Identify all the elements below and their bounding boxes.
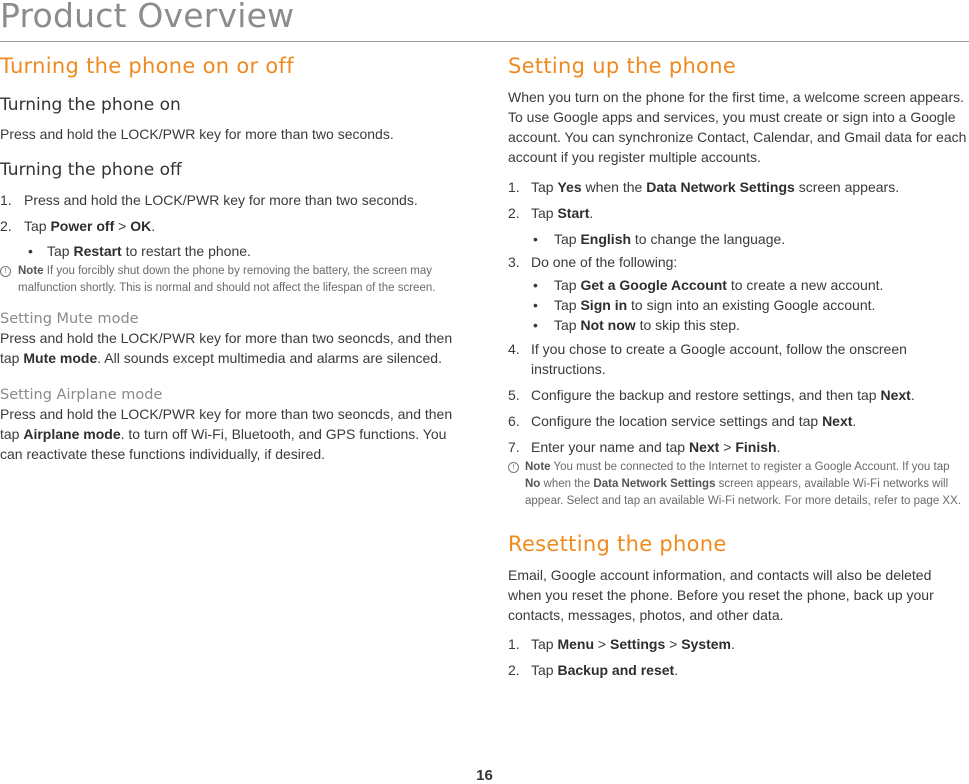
left-column xyxy=(0,52,462,464)
get-google-account-label: Get a Google Account xyxy=(580,277,727,293)
separator: > xyxy=(594,636,610,652)
subsection-title-airplane: Setting Airplane mode xyxy=(0,387,163,403)
punctuation: . xyxy=(910,387,915,403)
restart-label: Restart xyxy=(73,243,122,259)
step-text: If you chose to create a Google account, follow the onscreen instructions. xyxy=(531,341,907,377)
setup-bullet-not-now xyxy=(508,315,968,335)
page-title: Product Overview xyxy=(0,0,295,35)
mute-text: Press and hold the LOCK/PWR key for more than two seoncds, and then tap xyxy=(0,330,453,366)
step-number: 4. xyxy=(508,341,520,357)
off-bullet-restart xyxy=(0,241,462,261)
step-text: Enter your name and tap xyxy=(531,439,689,455)
bullet-text-rest: to create a new account. xyxy=(726,277,884,293)
mute-mode-label: Mute mode xyxy=(23,350,98,366)
step-number: 2. xyxy=(508,205,520,221)
bullet-text-rest: to restart the phone. xyxy=(121,243,251,259)
setup-step-6 xyxy=(508,411,968,431)
settings-label: Settings xyxy=(610,636,666,652)
reset-step-2 xyxy=(508,660,968,680)
step-text: Do one of the following: xyxy=(531,254,678,270)
off-step-1 xyxy=(0,190,462,210)
setup-bullet-english xyxy=(508,229,968,249)
step-text: Press and hold the LOCK/PWR key for more than two seconds. xyxy=(24,192,418,208)
bullet-dot: • xyxy=(533,231,538,247)
step-number: 2. xyxy=(508,662,520,678)
airplane-text: Press and hold the LOCK/PWR key for more than two seoncds, and then tap xyxy=(0,406,453,442)
separator: > xyxy=(665,636,682,652)
info-icon: ! xyxy=(508,462,519,473)
airplane-mode-label: Airplane mode xyxy=(23,426,121,442)
step-text: Configure the location service settings and tap xyxy=(531,413,823,429)
note-text-2: when the xyxy=(540,478,594,490)
section-title-setup: Setting up the phone xyxy=(508,54,737,78)
subsection-title-off: Turning the phone off xyxy=(0,160,182,180)
data-network-settings-label: Data Network Settings xyxy=(593,478,716,490)
setup-step-2 xyxy=(508,203,968,223)
punctuation: . xyxy=(776,439,781,455)
setup-bullet-sign-in xyxy=(508,295,968,315)
step-text: Tap xyxy=(531,205,558,221)
step-text: Tap xyxy=(531,636,558,652)
setup-bullet-get-account xyxy=(508,275,968,295)
not-now-label: Not now xyxy=(580,317,636,333)
setup-step-5 xyxy=(508,385,968,405)
sign-in-label: Sign in xyxy=(580,297,628,313)
on-instructions: Press and hold the LOCK/PWR key for more than two seconds. xyxy=(0,126,394,142)
next-label: Next xyxy=(880,387,911,403)
no-label: No xyxy=(525,478,541,490)
step-text: Configure the backup and restore settings, and then tap xyxy=(531,387,881,403)
bullet-text-rest: to change the language. xyxy=(631,231,786,247)
step-number: 1. xyxy=(0,192,12,208)
reset-step-1 xyxy=(508,634,968,654)
power-off-label: Power off xyxy=(50,218,115,234)
subsection-title-mute: Setting Mute mode xyxy=(0,311,139,327)
step-number: 3. xyxy=(508,254,520,270)
next-label: Next xyxy=(822,413,853,429)
english-label: English xyxy=(580,231,632,247)
note-text: If you forcibly shut down the phone by removing the battery, the screen may malfunction shortly. This is normal and should not affect the lifespan of the screen. xyxy=(18,265,436,294)
step-number: 1. xyxy=(508,636,520,652)
step-text: Tap xyxy=(531,179,558,195)
mute-instructions xyxy=(0,328,462,368)
step-number: 1. xyxy=(508,179,520,195)
subsection-title-on: Turning the phone on xyxy=(0,95,181,115)
title-divider xyxy=(0,41,969,42)
airplane-instructions xyxy=(0,404,462,464)
setup-step-3 xyxy=(508,252,968,272)
start-label: Start xyxy=(557,205,590,221)
step-text: Tap xyxy=(531,662,558,678)
step-number: 2. xyxy=(0,218,12,234)
punctuation: . xyxy=(852,413,857,429)
setup-intro: When you turn on the phone for the first time, a welcome screen appears. To use Google apps and services, you must create or sign into a Google account. You can synchronize Contact, Calendar, and Gmail data for each account if you register multiple accounts. xyxy=(508,89,967,165)
bullet-text: Tap xyxy=(554,277,581,293)
info-icon: ! xyxy=(0,266,11,277)
bullet-text: Tap xyxy=(554,231,581,247)
right-column xyxy=(508,52,968,680)
airplane-text-after: . to turn off Wi-Fi, Bluetooth, and GPS functions. You can reactivate these functions individually, if desired. xyxy=(0,426,447,462)
step-text: Tap xyxy=(24,218,51,234)
mute-text-after: . All sounds except multimedia and alarms are silenced. xyxy=(97,350,442,366)
step-number: 6. xyxy=(508,413,520,429)
bullet-text: Tap xyxy=(554,317,581,333)
step-text-mid: when the xyxy=(581,179,647,195)
bullet-dot: • xyxy=(533,297,538,313)
setup-step-7 xyxy=(508,437,968,457)
data-network-settings-label: Data Network Settings xyxy=(646,179,795,195)
setup-note xyxy=(508,459,968,510)
backup-and-reset-label: Backup and reset xyxy=(557,662,675,678)
menu-label: Menu xyxy=(557,636,595,652)
note-text: You must be connected to the Internet to register a Google Account. If you tap xyxy=(550,461,950,473)
bullet-dot: • xyxy=(533,277,538,293)
bullet-dot: • xyxy=(533,317,538,333)
off-note xyxy=(0,263,462,297)
section-title-on-off: Turning the phone on or off xyxy=(0,54,294,78)
punctuation: . xyxy=(589,205,594,221)
step-number: 5. xyxy=(508,387,520,403)
ok-label: OK xyxy=(130,218,152,234)
separator: > xyxy=(719,439,736,455)
bullet-text: Tap xyxy=(554,297,581,313)
punctuation: . xyxy=(151,218,156,234)
finish-label: Finish xyxy=(735,439,777,455)
page-number: 16 xyxy=(476,767,493,784)
setup-step-1 xyxy=(508,177,968,197)
bullet-text-rest: to sign into an existing Google account. xyxy=(627,297,876,313)
system-label: System xyxy=(681,636,732,652)
section-title-reset: Resetting the phone xyxy=(508,532,727,556)
punctuation: . xyxy=(674,662,679,678)
reset-intro: Email, Google account information, and contacts will also be deleted when you reset the phone. Before you reset the phone, back up your contacts, messages, photos, and other data. xyxy=(508,567,934,623)
next-label: Next xyxy=(689,439,720,455)
step-number: 7. xyxy=(508,439,520,455)
note-label: Note xyxy=(525,461,551,473)
punctuation: . xyxy=(731,636,735,652)
separator: > xyxy=(114,218,131,234)
bullet-dot: • xyxy=(28,243,33,259)
step-text-end: screen appears. xyxy=(794,179,900,195)
yes-label: Yes xyxy=(557,179,582,195)
bullet-text: Tap xyxy=(47,243,74,259)
setup-step-4 xyxy=(508,339,968,379)
bullet-text-rest: to skip this step. xyxy=(635,317,740,333)
off-step-2 xyxy=(0,216,462,236)
note-label: Note xyxy=(18,265,44,277)
note-text-3: screen appears, available Wi-Fi networks will appear. Select and tap an available Wi-Fi network. For more details, refer to page XX. xyxy=(525,478,961,507)
